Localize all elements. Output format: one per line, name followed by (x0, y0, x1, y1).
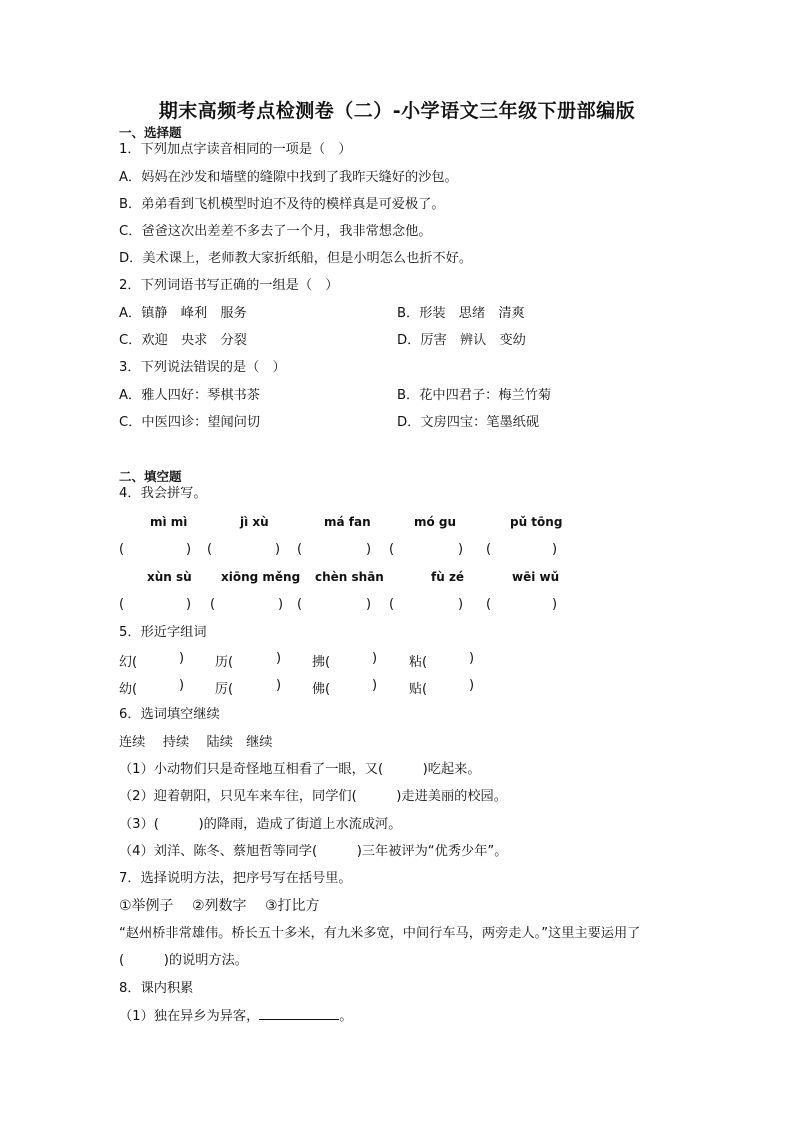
q7-stem: 7．选择说明方法，把序号写在括号里。 (119, 871, 352, 886)
q4-answer-paren-close: ) (275, 542, 281, 557)
q8-item-1-end: 。 (339, 1009, 353, 1024)
q4-answer-paren-open: ( (119, 542, 125, 557)
q1-option-d: D．美术课上，老师教大家折纸船，但是小明怎么也折不好。 (119, 251, 473, 266)
q4-answer-paren-open: ( (297, 597, 303, 612)
q8-answer-blank[interactable] (259, 1007, 339, 1020)
q4-answer-paren-close: ) (552, 542, 558, 557)
q4-pinyin: pǔ tōng (510, 515, 563, 529)
q5-char: 厉( (215, 682, 234, 697)
q8-item-1-prompt: （1）独在异乡为异客， (119, 1009, 260, 1024)
q2-option-a: A．镇静 峰利 服务 (119, 306, 247, 321)
q4-stem: 4．我会拼写。 (119, 486, 207, 501)
q4-answer-paren-close: ) (186, 542, 192, 557)
q1-option-a: A．妈妈在沙发和墙壁的缝隙中找到了我昨天缝好的沙包。 (119, 170, 458, 185)
q5-stem: 5．形近字组词 (119, 625, 207, 640)
q4-answer-paren-close: ) (552, 597, 558, 612)
q4-pinyin: jì xù (240, 515, 269, 529)
q4-answer-paren-open: ( (207, 542, 213, 557)
q5-close: ) (179, 651, 185, 666)
q6-word-bank: 连续 持续 陆续 继续 (119, 735, 273, 750)
q4-answer-paren-open: ( (389, 542, 395, 557)
q5-char: 粘( (409, 655, 428, 670)
q5-char: 幻( (119, 655, 138, 670)
q5-char: 佛( (312, 682, 331, 697)
q4-answer-paren-close: ) (278, 597, 284, 612)
q7-passage-cont: ( )的说明方法。 (119, 953, 248, 968)
q7-passage: “赵州桥非常雄伟。桥长五十多米，有九米多宽，中间行车马，两旁走人。”这里主要运用了 (119, 926, 641, 941)
q4-answer-paren-open: ( (389, 597, 395, 612)
q5-close: ) (469, 651, 475, 666)
q6-stem: 6．选词填空继续 (119, 707, 220, 722)
q3-option-c: C．中医四诊：望闻问切 (119, 415, 261, 430)
q4-pinyin: xiōng měng (221, 570, 301, 584)
q5-close: ) (372, 651, 378, 666)
q4-answer-paren-close: ) (186, 597, 192, 612)
q4-answer-paren-close: ) (458, 542, 464, 557)
q4-answer-paren-open: ( (486, 597, 492, 612)
q4-answer-paren-open: ( (119, 597, 125, 612)
q5-char: 历( (215, 655, 234, 670)
q3-option-a: A．雅人四好：琴棋书茶 (119, 388, 260, 403)
q2-option-d: D．厉害 辨认 变幼 (397, 333, 526, 348)
q5-close: ) (179, 678, 185, 693)
q3-option-b: B．花中四君子：梅兰竹菊 (397, 388, 552, 403)
q5-close: ) (469, 678, 475, 693)
q4-pinyin: xùn sù (147, 570, 192, 584)
q6-sentence-1: （1）小动物们只是奇怪地互相看了一眼，又( )吃起来。 (119, 762, 481, 777)
q4-answer-paren-close: ) (366, 542, 372, 557)
q4-answer-paren-close: ) (366, 597, 372, 612)
q8-item-1 (119, 1007, 352, 1026)
q4-pinyin: fù zé (431, 570, 465, 584)
q2-option-b: B．形装 思绪 清爽 (397, 306, 525, 321)
q6-sentence-3: （3）( )的降雨，造成了街道上水流成河。 (119, 817, 402, 832)
q3-option-d: D．文房四宝：笔墨纸砚 (397, 415, 540, 430)
q2-stem: 2．下列词语书写正确的一组是（ ） (119, 278, 339, 293)
q4-answer-paren-open: ( (486, 542, 492, 557)
q5-char: 幼( (119, 682, 138, 697)
q4-answer-paren-open: ( (297, 542, 303, 557)
q8-stem: 8．课内积累 (119, 981, 194, 996)
section-heading-choice: 一、选择题 (119, 125, 182, 140)
q2-option-c: C．欢迎 央求 分裂 (119, 333, 247, 348)
q4-pinyin: mì mì (150, 515, 188, 529)
q1-option-c: C．爸爸这次出差差不多去了一个月，我非常想念他。 (119, 224, 432, 239)
q1-stem: 1．下列加点字读音相同的一项是（ ） (119, 142, 352, 157)
page-title: 期末高频考点检测卷（二）-小学语文三年级下册部编版 (158, 100, 636, 122)
q5-char: 贴( (409, 682, 428, 697)
q5-char: 拂( (312, 655, 331, 670)
q7-options: ①举例子 ②列数字 ③打比方 (119, 898, 320, 914)
q4-pinyin: wēi wǔ (512, 570, 560, 584)
q5-close: ) (276, 678, 282, 693)
q5-close: ) (276, 651, 282, 666)
q4-pinyin: chèn shān (315, 570, 384, 584)
q6-sentence-4: （4）刘洋、陈冬、蔡旭哲等同学( )三年被评为“优秀少年”。 (119, 844, 508, 859)
q4-answer-paren-close: ) (458, 597, 464, 612)
q4-pinyin: mó gu (414, 515, 457, 529)
q4-pinyin: má fan (324, 515, 371, 529)
q5-close: ) (372, 678, 378, 693)
q6-sentence-2: （2）迎着朝阳，只见车来车往，同学们( )走进美丽的校园。 (119, 789, 507, 804)
section-heading-fill: 二、填空题 (119, 469, 182, 484)
q4-answer-paren-open: ( (210, 597, 216, 612)
q3-stem: 3．下列说法错误的是（ ） (119, 360, 286, 375)
q1-option-b: B．弟弟看到飞机模型时迫不及待的模样真是可爱极了。 (119, 197, 445, 212)
